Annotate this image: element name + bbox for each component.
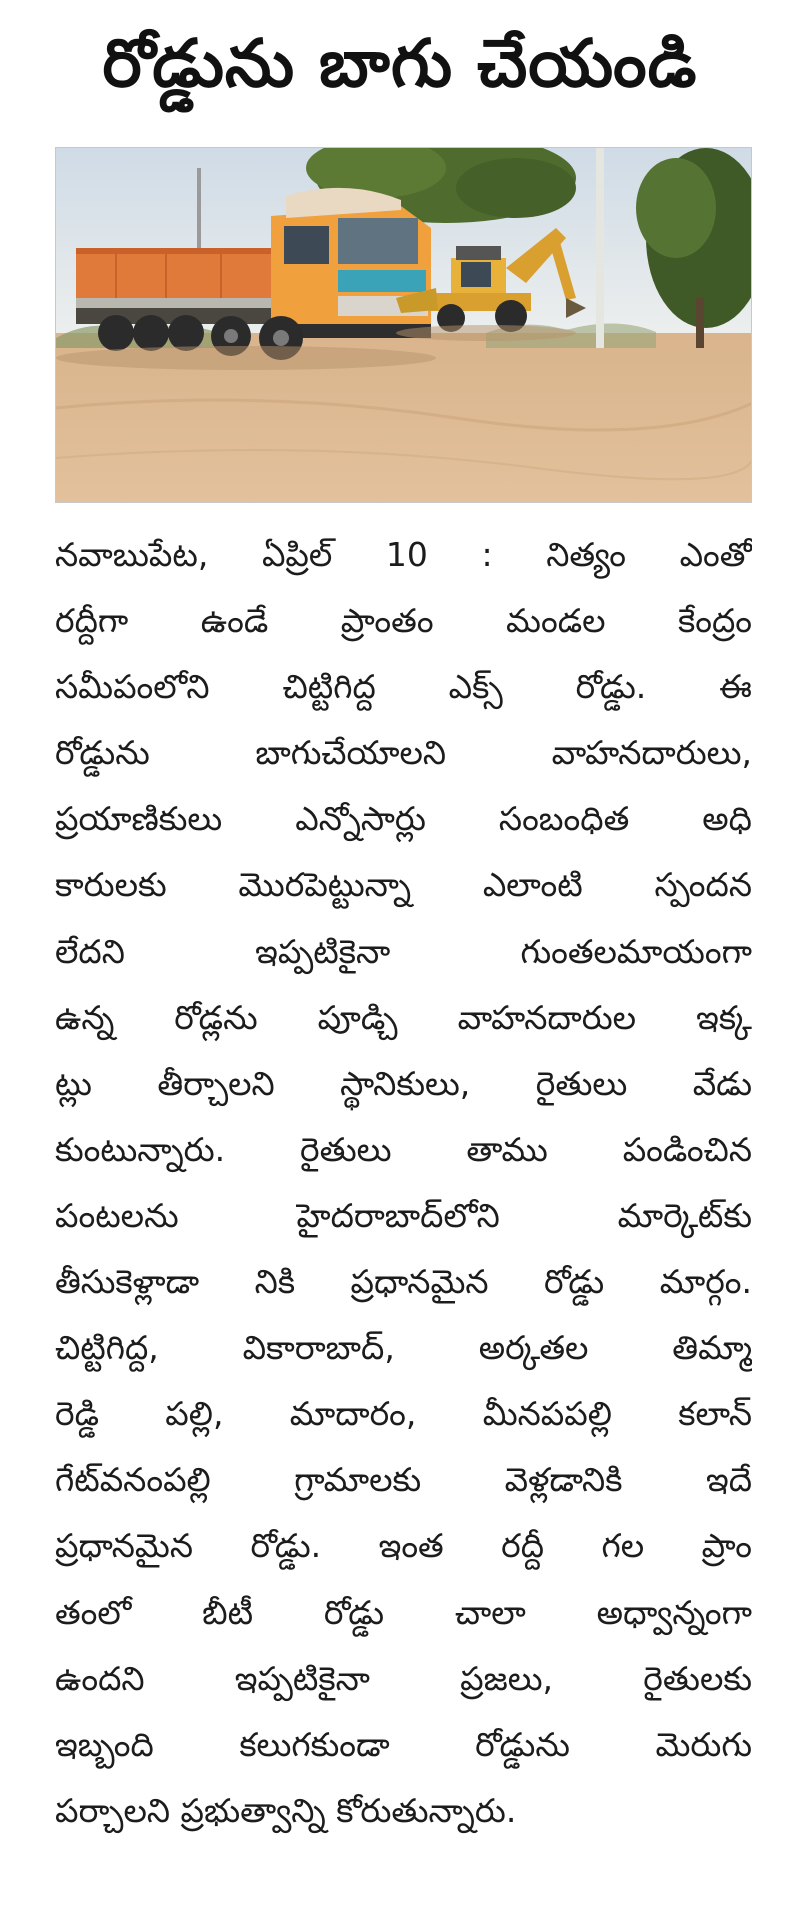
article-line: గేట్‌వనంపల్లి గ్రామాలకు వెళ్లడానికి ఇదే: [55, 1460, 752, 1500]
article-line: కుంటున్నారు. రైతులు తాము పండించిన: [55, 1129, 752, 1169]
article-line: రెడ్డి పల్లి, మాదారం, మీనపపల్లి కలాన్: [55, 1394, 752, 1434]
article-line: రోడ్డును బాగుచేయాలని వాహనదారులు,: [55, 733, 752, 773]
article-line: తంలో బీటీ రోడ్డు చాలా అధ్వాన్నంగా: [55, 1592, 752, 1632]
article-line: తీసుకెళ్లాడా నికి ప్రధానమైన రోడ్డు మార్గం.: [55, 1262, 752, 1302]
article-line: రద్దీగా ఉండే ప్రాంతం మండల కేంద్రం: [55, 601, 752, 641]
truck-and-excavator-photo: [56, 148, 752, 503]
article-body: [55, 522, 752, 1844]
article-line: ప్రధానమైన రోడ్డు. ఇంత రద్దీ గల ప్రాం: [55, 1526, 752, 1566]
article-line: ఇబ్బంది కలుగకుండా రోడ్డును మెరుగు: [55, 1724, 752, 1764]
article-line: కారులకు మొరపెట్టున్నా ఎలాంటి స్పందన: [55, 865, 752, 905]
news-photo: [55, 147, 752, 503]
utility-pole: [596, 148, 604, 348]
article-line: ప్రయాణికులు ఎన్నోసార్లు సంబంధిత అధి: [55, 799, 752, 839]
article-line: ట్లు తీర్చాలని స్థానికులు, రైతులు వేడు: [55, 1063, 752, 1103]
headline: రోడ్డును బాగు చేయండి: [102, 25, 698, 102]
article-line: సమీపంలోని చిట్టిగిద్ద ఎక్స్ రోడ్డు. ఈ: [55, 667, 752, 707]
article-line: నవాబుపేట, ఏప్రిల్ 10 : నిత్యం ఎంతో: [55, 535, 752, 574]
article-line: లేదని ఇప్పటికైనా గుంతలమాయంగా: [55, 931, 752, 971]
article-line: చిట్టిగిద్ద, వికారాబాద్, అర్కతల తిమ్మా: [55, 1328, 752, 1368]
article-line: పర్చాలని ప్రభుత్వాన్ని కోరుతున్నారు.: [55, 1790, 517, 1830]
article-line: ఉన్న రోడ్లను పూడ్చి వాహనదారుల ఇక్క: [55, 997, 752, 1037]
article-line: ఉందని ఇప్పటికైనా ప్రజలు, రైతులకు: [55, 1658, 752, 1698]
article-line: పంటలను హైదరాబాద్‌లోని మార్కెట్‌కు: [55, 1195, 752, 1235]
